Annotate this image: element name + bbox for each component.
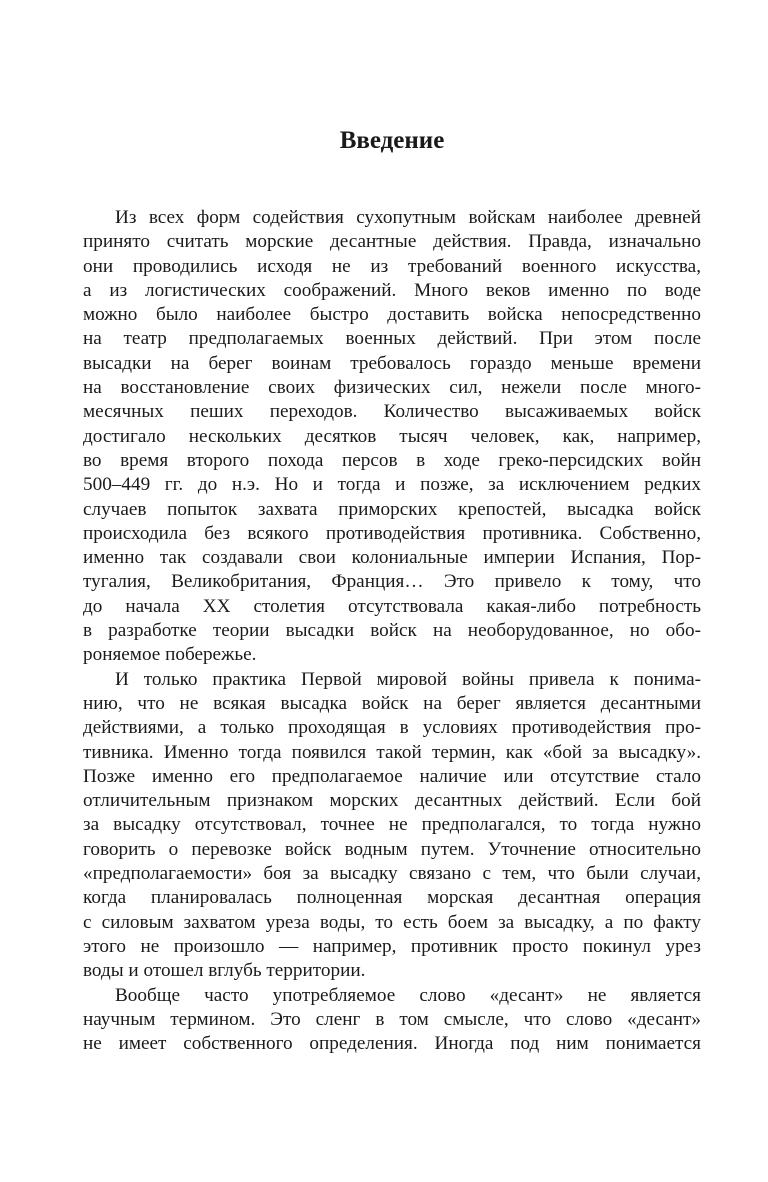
chapter-title: Введение	[339, 127, 445, 154]
paragraph	[83, 984, 701, 1057]
text-line: принято считать морские десантные действия. Правда, изначально	[83, 231, 701, 253]
paragraph	[83, 668, 701, 984]
text-line: на театр предполагаемых военных действий. При этом после	[83, 328, 701, 350]
text-line: до начала XX столетия отсутствовала какая-либо потребность	[83, 595, 701, 617]
text-line: с силовым захватом уреза воды, то есть боем за высадку, а по факту	[83, 911, 701, 933]
text-line: Из всех форм содействия сухопутным войскам наиболее древней	[115, 207, 701, 228]
text-line: случаев попыток захвата приморских крепостей, высадка войск	[83, 498, 701, 520]
text-line: научным термином. Это сленг в том смысле, что слово «десант»	[83, 1008, 701, 1030]
text-line: можно было наиболее быстро доставить войска непосредственно	[83, 304, 701, 326]
text-line: нию, что не всякая высадка войск на берег является десантными	[83, 692, 701, 714]
text-line: тугалия, Великобритания, Франция… Это привело к тому, что	[83, 571, 701, 593]
chapter-body	[83, 206, 701, 1056]
text-line: Вообще часто употребляемое слово «десант» не является	[115, 984, 701, 1006]
text-line: говорить о перевозке войск водным путем. Уточнение относительно	[83, 838, 701, 860]
text-line: они проводились исходя не из требований военного искусства,	[83, 255, 701, 277]
text-line: месячных пеших переходов. Количество высаживаемых войск	[83, 401, 701, 423]
text-line: высадки на берег воинам требовалось гораздо меньше времени	[83, 352, 701, 374]
text-line: роняемое побережье.	[83, 644, 257, 666]
book-page	[83, 0, 701, 1182]
text-line: отличительным признаком морских десантных действий. Если бой	[83, 790, 701, 812]
text-line: И только практика Первой мировой войны привела к понима-	[115, 668, 701, 690]
text-line: 500–449 гг. до н.э. Но и тогда и позже, за исключением редких	[83, 474, 701, 496]
text-line: в разработке теории высадки войск на необорудованное, но обо-	[83, 620, 701, 642]
text-line: во время второго похода персов в ходе греко-персидских войн	[83, 449, 701, 471]
text-line: не имеет собственного определения. Иногда под ним понимается	[83, 1033, 701, 1055]
text-line: а из логистических соображений. Много веков именно по воде	[83, 279, 701, 301]
text-line: этого не произошло — например, противник просто покинул урез	[83, 935, 701, 957]
text-line: достигало нескольких десятков тысяч человек, как, например,	[83, 425, 701, 447]
text-line: когда планировалась полноценная морская десантная операция	[83, 887, 701, 909]
text-line: «предполагаемости» боя за высадку связано с тем, что были случаи,	[83, 863, 701, 885]
text-line: за высадку отсутствовал, точнее не предполагался, то тогда нужно	[83, 814, 701, 836]
paragraph	[83, 206, 701, 668]
text-line: действиями, а только проходящая в условиях противодействия про-	[83, 717, 701, 739]
text-line: на восстановление своих физических сил, нежели после много-	[83, 377, 701, 399]
text-line: воды и отошел вглубь территории.	[83, 960, 366, 982]
text-line: тивника. Именно тогда появился такой термин, как «бой за высадку».	[83, 741, 701, 763]
text-line: Позже именно его предполагаемое наличие или отсутствие стало	[83, 765, 701, 787]
text-line: происходила без всякого противодействия противника. Собственно,	[83, 522, 701, 544]
text-line: именно так создавали свои колониальные империи Испания, Пор-	[83, 547, 701, 569]
